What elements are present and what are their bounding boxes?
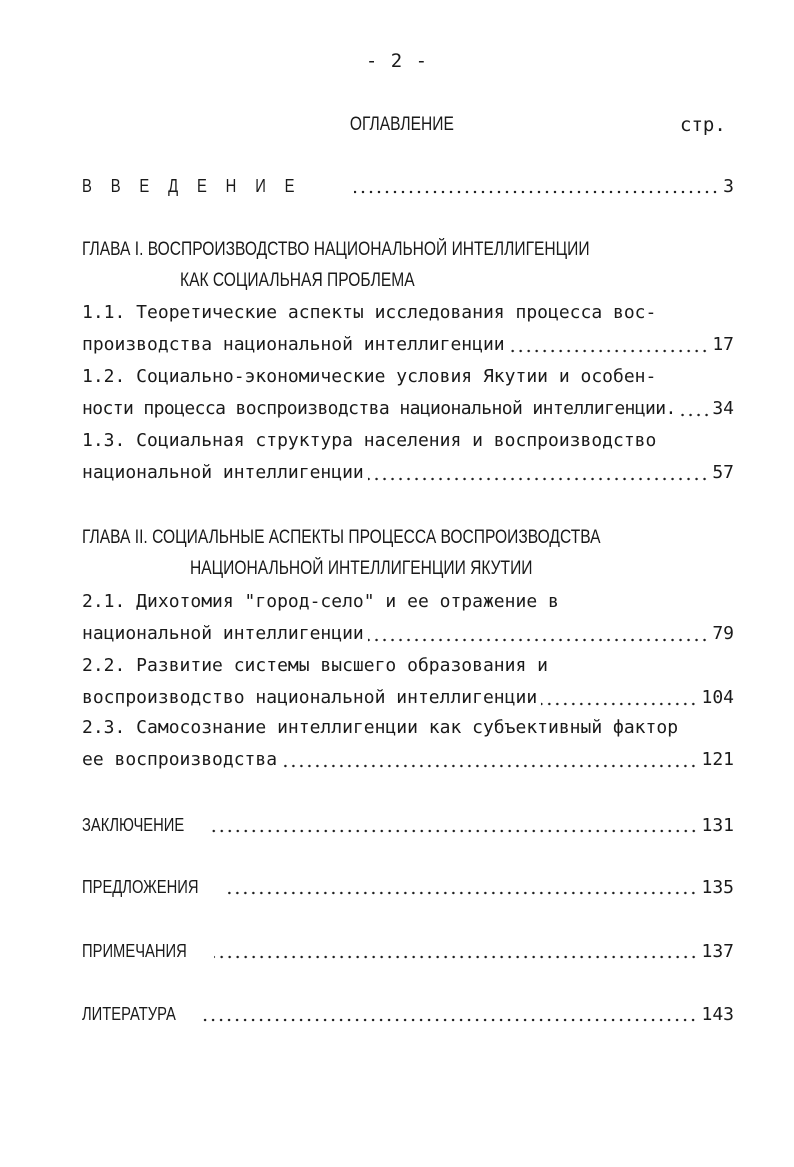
- section-1-1-line1: 1.1. Теоретические аспекты исследования процесса вос-: [82, 302, 657, 323]
- dot-leader: [541, 702, 697, 706]
- dot-leader: [200, 1018, 697, 1022]
- toc-entry-section-1-3[interactable]: [82, 460, 734, 486]
- section-2-1-line1: 2.1. Дихотомия "город-село" и ее отражение в: [82, 591, 559, 612]
- dot-leader: [214, 955, 698, 959]
- toc-title: ОГЛАВЛЕНИЕ: [349, 114, 454, 135]
- toc-entry-page: 104: [701, 687, 734, 708]
- dot-leader: [211, 829, 698, 833]
- toc-entry-page: 79: [712, 623, 734, 644]
- toc-entry-text: производства национальной интеллигенции: [82, 334, 505, 355]
- toc-entry-page: 121: [701, 749, 734, 770]
- section-1-3-line1: 1.3. Социальная структура населения и воспроизводство: [82, 430, 657, 451]
- dot-leader: [281, 764, 697, 768]
- toc-entry-text: ности процесса воспроизводства национальной интеллигенции.: [82, 398, 676, 419]
- toc-entry-page: 57: [712, 462, 734, 483]
- section-2-3-line1: 2.3. Самосознание интеллигенции как субъективный фактор: [82, 717, 679, 738]
- toc-entry-section-1-1[interactable]: [82, 332, 734, 358]
- toc-entry-text: В В Е Д Е Н И Е: [82, 176, 302, 196]
- chapter-1-heading-cont: КАК СОЦИАЛЬНАЯ ПРОБЛЕМА: [180, 270, 415, 291]
- toc-entry-text: воспроизводство национальной интеллигенции: [82, 687, 538, 708]
- section-1-2-line1: 1.2. Социально-экономические условия Якутии и особен-: [82, 366, 657, 387]
- toc-entry-page: 17: [712, 334, 734, 355]
- toc-entry-text: ПРЕДЛОЖЕНИЯ: [82, 877, 199, 897]
- toc-entry-intro[interactable]: [82, 173, 734, 199]
- toc-entry-text: национальной интеллигенции: [82, 462, 364, 483]
- toc-entry-notes[interactable]: [82, 938, 734, 964]
- toc-entry-conclusion[interactable]: [82, 812, 734, 838]
- dot-leader: [354, 190, 719, 194]
- toc-entry-page: 143: [701, 1004, 734, 1025]
- toc-entry-section-2-2[interactable]: [82, 685, 734, 711]
- toc-entry-section-1-2[interactable]: [82, 396, 734, 422]
- toc-entry-page: 131: [701, 815, 734, 836]
- page-number: - 2 -: [365, 50, 429, 72]
- toc-entry-page: 135: [701, 877, 734, 898]
- toc-entry-page: 137: [701, 941, 734, 962]
- pages-column-label: стр.: [680, 114, 726, 136]
- toc-entry-text: ЗАКЛЮЧЕНИЕ: [82, 815, 185, 835]
- toc-entry-section-2-3[interactable]: [82, 747, 734, 773]
- toc-entry-page: 3: [723, 176, 734, 197]
- toc-entry-proposals[interactable]: [82, 874, 734, 900]
- dot-leader: [368, 638, 709, 642]
- chapter-2-heading: ГЛАВА II. СОЦИАЛЬНЫЕ АСПЕКТЫ ПРОЦЕССА ВОСПРОИЗВОДСТВА: [82, 527, 601, 548]
- toc-entry-text: ПРИМЕЧАНИЯ: [82, 941, 187, 961]
- chapter-2-heading-cont: НАЦИОНАЛЬНОЙ ИНТЕЛЛИГЕНЦИИ ЯКУТИИ: [190, 558, 533, 579]
- toc-entry-page: 34: [712, 398, 734, 419]
- dot-leader: [509, 349, 709, 353]
- dot-leader: [368, 477, 709, 481]
- toc-entry-text: ЛИТЕРАТУРА: [82, 1004, 176, 1024]
- section-2-2-line1: 2.2. Развитие системы высшего образования и: [82, 655, 548, 676]
- dot-leader: [228, 891, 697, 895]
- toc-entry-section-2-1[interactable]: [82, 621, 734, 647]
- toc-entry-text: ее воспроизводства: [82, 749, 278, 770]
- chapter-1-heading: ГЛАВА I. ВОСПРОИЗВОДСТВО НАЦИОНАЛЬНОЙ ИНТЕЛЛИГЕНЦИИ: [82, 239, 590, 260]
- toc-entry-text: национальной интеллигенции: [82, 623, 364, 644]
- dot-leader: [678, 413, 711, 417]
- toc-entry-literature[interactable]: [82, 1001, 734, 1027]
